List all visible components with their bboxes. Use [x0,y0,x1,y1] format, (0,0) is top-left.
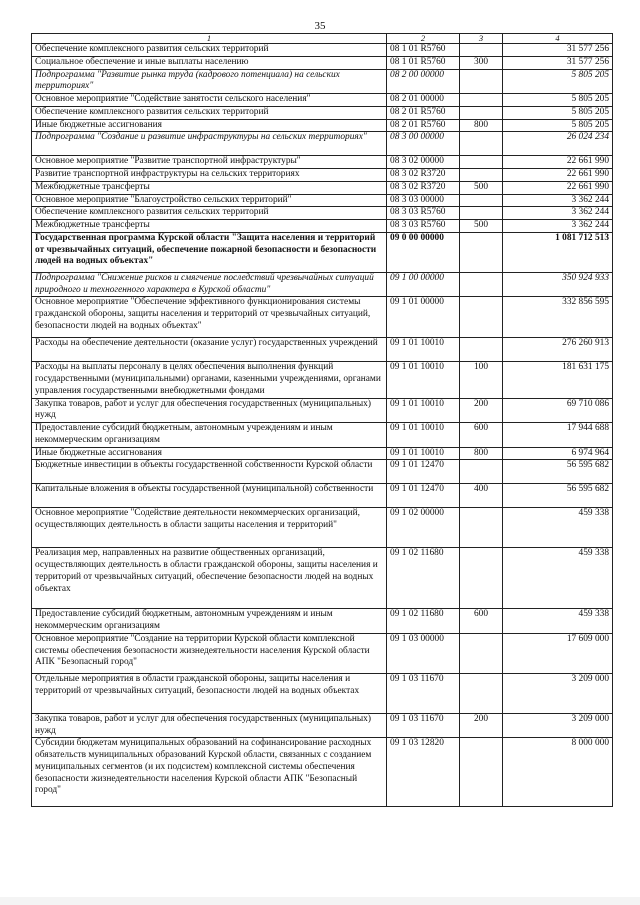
row-code-cell: 09 1 03 11670 [387,713,460,738]
row-name-cell: Закупка товаров, работ и услуг для обеспечения государственных (муниципальных) нужд [32,713,387,738]
row-type-cell: 100 [460,362,503,398]
row-code-cell: 09 1 02 00000 [387,508,460,548]
row-amount-cell: 31 577 256 [503,56,613,69]
row-amount-cell: 3 209 000 [503,673,613,713]
row-name-cell: Основное мероприятие "Содействие занятости сельского населения" [32,94,387,107]
row-code-cell: 08 2 01 R5760 [387,119,460,132]
row-code-cell: 09 1 01 10010 [387,447,460,460]
row-name-cell: Закупка товаров, работ и услуг для обеспечения государственных (муниципальных) нужд [32,398,387,423]
row-code-cell: 08 3 03 R5760 [387,207,460,220]
row-name-cell: Бюджетные инвестиции в объекты государственной собственности Курской области [32,460,387,484]
row-name-cell: Предоставление субсидий бюджетным, автономным учреждениям и иным некоммерческим организациям [32,423,387,448]
row-amount-cell: 3 209 000 [503,713,613,738]
table-row [32,132,613,156]
budget-table [31,33,613,807]
row-code-cell: 09 1 01 10010 [387,423,460,448]
row-code-cell: 09 1 03 11670 [387,673,460,713]
table-row [32,194,613,207]
table-row [32,548,613,609]
table-row [32,398,613,423]
row-amount-cell: 26 024 234 [503,132,613,156]
row-amount-cell: 3 362 244 [503,207,613,220]
row-name-cell: Межбюджетные трансферты [32,220,387,233]
row-type-cell: 800 [460,447,503,460]
row-name-cell: Обеспечение комплексного развития сельских территорий [32,106,387,119]
row-type-cell: 400 [460,484,503,508]
row-code-cell: 09 1 01 12470 [387,460,460,484]
row-amount-cell: 5 805 205 [503,119,613,132]
row-name-cell: Иные бюджетные ассигнования [32,119,387,132]
table-row [32,220,613,233]
row-name-cell: Подпрограмма "Создание и развитие инфраструктуры на сельских территориях" [32,132,387,156]
row-type-cell [460,156,503,169]
row-name-cell: Основное мероприятие "Благоустройство сельских территорий" [32,194,387,207]
row-name-cell: Социальное обеспечение и иные выплаты населению [32,56,387,69]
row-name-cell: Межбюджетные трансферты [32,181,387,194]
row-type-cell [460,232,503,272]
table-row [32,156,613,169]
row-amount-cell: 22 661 990 [503,181,613,194]
row-amount-cell: 17 944 688 [503,423,613,448]
header-col-1: 1 [32,34,387,44]
row-type-cell [460,194,503,207]
row-code-cell: 08 3 03 R5760 [387,220,460,233]
row-name-cell: Расходы на выплаты персоналу в целях обеспечения выполнения функций государственными (муниципальными) органами, казенными учреждениями, органами управления государственными внебюджетными фондами [32,362,387,398]
row-type-cell: 500 [460,220,503,233]
table-row [32,460,613,484]
row-type-cell: 200 [460,398,503,423]
row-amount-cell: 459 338 [503,508,613,548]
row-type-cell: 200 [460,713,503,738]
row-amount-cell: 5 805 205 [503,106,613,119]
row-amount-cell: 5 805 205 [503,69,613,94]
table-row [32,272,613,297]
row-type-cell: 800 [460,119,503,132]
table-row [32,106,613,119]
row-amount-cell: 22 661 990 [503,156,613,169]
row-name-cell: Расходы на обеспечение деятельности (оказание услуг) государственных учреждений [32,338,387,362]
row-amount-cell: 332 856 595 [503,297,613,338]
row-code-cell: 08 2 00 00000 [387,69,460,94]
row-type-cell: 600 [460,609,503,634]
row-code-cell: 08 2 01 00000 [387,94,460,107]
row-amount-cell: 276 260 913 [503,338,613,362]
row-type-cell: 300 [460,56,503,69]
row-name-cell: Основное мероприятие "Развитие транспортной инфраструктуры" [32,156,387,169]
row-type-cell [460,272,503,297]
row-amount-cell: 3 362 244 [503,220,613,233]
row-amount-cell: 5 805 205 [503,94,613,107]
row-name-cell: Отдельные мероприятия в области гражданской обороны, защиты населения и территорий от чрезвычайных ситуаций, безопасности людей на водных объектах [32,673,387,713]
row-type-cell [460,44,503,57]
row-code-cell: 09 1 02 11680 [387,548,460,609]
table-row [32,119,613,132]
row-name-cell: Реализация мер, направленных на развитие общественных организаций, осуществляющих деятельность в области гражданской обороны, защиты населения и территорий от чрезвычайных ситуаций, обеспечение безопасности людей на водных объектах [32,548,387,609]
row-amount-cell: 56 595 682 [503,460,613,484]
row-amount-cell: 56 595 682 [503,484,613,508]
row-type-cell: 500 [460,181,503,194]
row-code-cell: 08 3 00 00000 [387,132,460,156]
header-col-4: 4 [503,34,613,44]
row-name-cell: Иные бюджетные ассигнования [32,447,387,460]
row-amount-cell: 1 081 712 513 [503,232,613,272]
row-code-cell: 09 1 03 12820 [387,738,460,807]
row-name-cell: Субсидии бюджетам муниципальных образований на софинансирование расходных обязательств муниципальных образований Курской области, связанных с созданием муниципальных сегментов (и их подсистем) комплексной системы обеспечения безопасности жизнедеятельности населения Курской области АПК "Безопасный город" [32,738,387,807]
row-code-cell: 08 1 01 R5760 [387,44,460,57]
row-code-cell: 09 1 01 12470 [387,484,460,508]
table-row [32,69,613,94]
row-name-cell: Основное мероприятие "Создание на территории Курской области комплексной системы обеспечения безопасности жизнедеятельности населения Курской области АПК "Безопасный город" [32,633,387,673]
page-bottom-edge [0,897,640,905]
row-type-cell [460,508,503,548]
row-name-cell: Основное мероприятие "Содействие деятельности некоммерческих организаций, осуществляющих деятельность в области защиты населения и территорий" [32,508,387,548]
row-amount-cell: 3 362 244 [503,194,613,207]
table-row [32,169,613,182]
row-name-cell: Развитие транспортной инфраструктуры на сельских территориях [32,169,387,182]
table-row [32,738,613,807]
row-type-cell [460,132,503,156]
row-amount-cell: 22 661 990 [503,169,613,182]
table-row [32,633,613,673]
row-type-cell [460,633,503,673]
row-amount-cell: 31 577 256 [503,44,613,57]
row-amount-cell: 6 974 964 [503,447,613,460]
table-row [32,508,613,548]
row-type-cell [460,338,503,362]
row-name-cell: Капитальные вложения в объекты государственной (муниципальной) собственности [32,484,387,508]
row-type-cell [460,94,503,107]
table-row [32,423,613,448]
table-row [32,673,613,713]
row-type-cell [460,297,503,338]
row-type-cell [460,460,503,484]
row-name-cell: Подпрограмма "Развитие рынка труда (кадрового потенциала) на сельских территориях" [32,69,387,94]
table-row [32,362,613,398]
header-col-3: 3 [460,34,503,44]
row-code-cell: 09 1 01 00000 [387,297,460,338]
table-row [32,94,613,107]
row-type-cell [460,106,503,119]
row-type-cell [460,548,503,609]
row-code-cell: 09 0 00 00000 [387,232,460,272]
row-amount-cell: 181 631 175 [503,362,613,398]
row-code-cell: 09 1 03 00000 [387,633,460,673]
row-name-cell: Предоставление субсидий бюджетным, автономным учреждениям и иным некоммерческим организациям [32,609,387,634]
table-row [32,207,613,220]
row-code-cell: 08 1 01 R5760 [387,56,460,69]
row-code-cell: 09 1 01 10010 [387,362,460,398]
row-type-cell [460,673,503,713]
page-number: 35 [314,20,326,32]
row-type-cell [460,69,503,94]
row-type-cell [460,169,503,182]
row-amount-cell: 459 338 [503,548,613,609]
row-type-cell [460,738,503,807]
row-name-cell: Обеспечение комплексного развития сельских территорий [32,44,387,57]
table-row [32,297,613,338]
row-name-cell: Государственная программа Курской области "Защита населения и территорий от чрезвычайных ситуаций, обеспечение пожарной безопасности и безопасности людей на водных объектах" [32,232,387,272]
row-code-cell: 08 2 01 R5760 [387,106,460,119]
row-code-cell: 09 1 02 11680 [387,609,460,634]
row-code-cell: 09 1 01 10010 [387,398,460,423]
table-row [32,232,613,272]
row-type-cell: 600 [460,423,503,448]
row-name-cell: Основное мероприятие "Обеспечение эффективного функционирования системы гражданской обороны, защиты населения и территорий от чрезвычайных ситуаций, безопасности людей на водных объектах" [32,297,387,338]
row-code-cell: 09 1 00 00000 [387,272,460,297]
table-header-row [32,34,613,44]
table-body [32,44,613,807]
row-code-cell: 08 3 02 R3720 [387,181,460,194]
row-amount-cell: 69 710 086 [503,398,613,423]
row-code-cell: 09 1 01 10010 [387,338,460,362]
table-row [32,713,613,738]
row-code-cell: 08 3 02 00000 [387,156,460,169]
table-row [32,44,613,57]
row-amount-cell: 17 609 000 [503,633,613,673]
header-col-2: 2 [387,34,460,44]
table-row [32,181,613,194]
row-amount-cell: 459 338 [503,609,613,634]
row-name-cell: Обеспечение комплексного развития сельских территорий [32,207,387,220]
row-name-cell: Подпрограмма "Снижение рисков и смягчение последствий чрезвычайных ситуаций природного и техногенного характера в Курской области" [32,272,387,297]
table-row [32,56,613,69]
table-row [32,338,613,362]
table-row [32,484,613,508]
row-code-cell: 08 3 02 R3720 [387,169,460,182]
table-row [32,447,613,460]
table-row [32,609,613,634]
row-code-cell: 08 3 03 00000 [387,194,460,207]
row-type-cell [460,207,503,220]
row-amount-cell: 350 924 933 [503,272,613,297]
row-amount-cell: 8 000 000 [503,738,613,807]
